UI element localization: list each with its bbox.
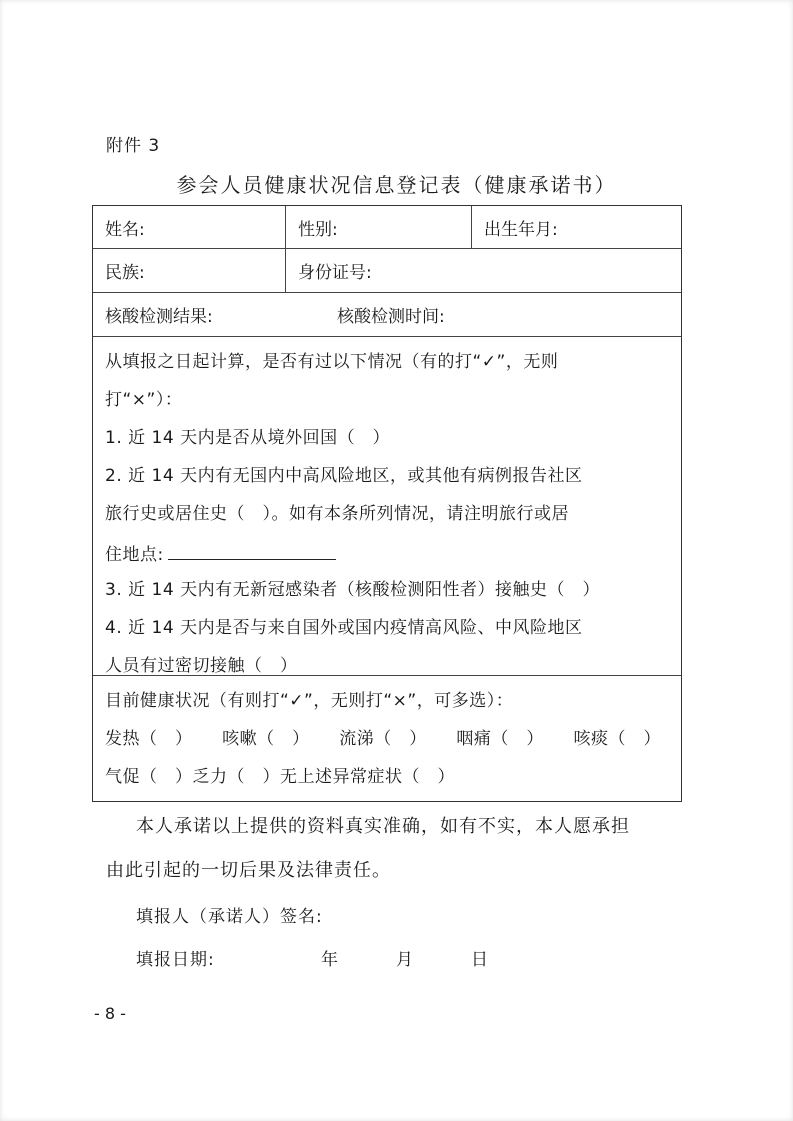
nucleic-result-label: 核酸检测结果: — [105, 307, 213, 327]
travel-location-blank[interactable] — [168, 533, 336, 560]
history-section — [93, 337, 681, 676]
travel-location-label: 住地点: — [105, 545, 164, 565]
symptom-sputum[interactable]: 咳痰（ ） — [573, 729, 661, 749]
date-year: 年 — [321, 950, 338, 970]
pledge-line-2: 由此引起的一切后果及法律责任。 — [106, 860, 391, 881]
birth-label: 出生年月: — [484, 219, 558, 240]
attachment-label: 附件 3 — [106, 136, 161, 156]
history-block — [93, 343, 681, 685]
name-cell[interactable] — [93, 206, 285, 248]
signature-label[interactable]: 填报人（承诺人）签名: — [136, 907, 323, 927]
basic-info-row-1 — [93, 206, 681, 249]
date-day: 日 — [471, 950, 488, 970]
gender-label: 性别: — [298, 219, 338, 240]
date-label[interactable]: 填报日期: — [136, 950, 215, 970]
ethnicity-label: 民族: — [105, 263, 145, 283]
health-block — [93, 682, 681, 796]
history-intro-line-1: 从填报之日起计算，是否有过以下情况（有的打“✓”，无则 — [105, 352, 559, 372]
symptom-cough[interactable]: 咳嗽（ ） — [222, 729, 310, 749]
nucleic-row — [93, 293, 681, 337]
health-intro: 目前健康状况（有则打“✓”，无则打“×”，可多选）： — [105, 691, 514, 711]
id-number-cell[interactable] — [285, 249, 681, 292]
registration-table — [92, 205, 682, 802]
history-item-3: 3. 近 14 天内有无新冠感染者（核酸检测阳性者）接触史（ ） — [105, 580, 601, 600]
history-item-2-line-3 — [105, 533, 673, 571]
health-section — [93, 676, 681, 803]
pledge-line-1: 本人承诺以上提供的资料真实准确，如有不实，本人愿承担 — [136, 816, 630, 837]
nucleic-time-label: 核酸检测时间: — [337, 307, 445, 327]
symptom-runny-nose[interactable]: 流涕（ ） — [339, 729, 427, 749]
history-intro-line-2: 打“×”）： — [105, 390, 183, 410]
basic-info-row-2 — [93, 249, 681, 293]
birth-cell[interactable] — [471, 206, 681, 248]
symptom-sore-throat[interactable]: 咽痛（ ） — [456, 729, 544, 749]
id-number-label: 身份证号: — [298, 263, 372, 283]
history-item-1: 1. 近 14 天内是否从境外回国（ ） — [105, 428, 391, 448]
history-item-4-line-2: 人员有过密切接触（ ） — [105, 656, 298, 676]
page-number: - 8 - — [94, 1004, 126, 1023]
ethnicity-cell[interactable] — [93, 249, 285, 292]
history-item-2-line-2: 旅行史或居住史（ ）。如有本条所列情况，请注明旅行或居 — [105, 504, 569, 524]
symptoms-row-2[interactable]: 气促（ ）乏力（ ）无上述异常症状（ ） — [105, 767, 455, 787]
gender-cell[interactable] — [285, 206, 471, 248]
history-item-4-line-1: 4. 近 14 天内是否与来自国外或国内疫情高风险、中风险地区 — [105, 618, 583, 638]
date-month: 月 — [396, 950, 413, 970]
symptoms-row-1 — [105, 720, 673, 758]
form-title: 参会人员健康状况信息登记表（健康承诺书） — [176, 173, 617, 197]
nucleic-result-cell[interactable] — [93, 293, 325, 336]
symptom-fever[interactable]: 发热（ ） — [105, 729, 193, 749]
name-label: 姓名: — [105, 219, 145, 240]
history-item-2-line-1: 2. 近 14 天内有无国内中高风险地区，或其他有病例报告社区 — [105, 466, 583, 486]
nucleic-time-cell[interactable] — [325, 293, 681, 336]
